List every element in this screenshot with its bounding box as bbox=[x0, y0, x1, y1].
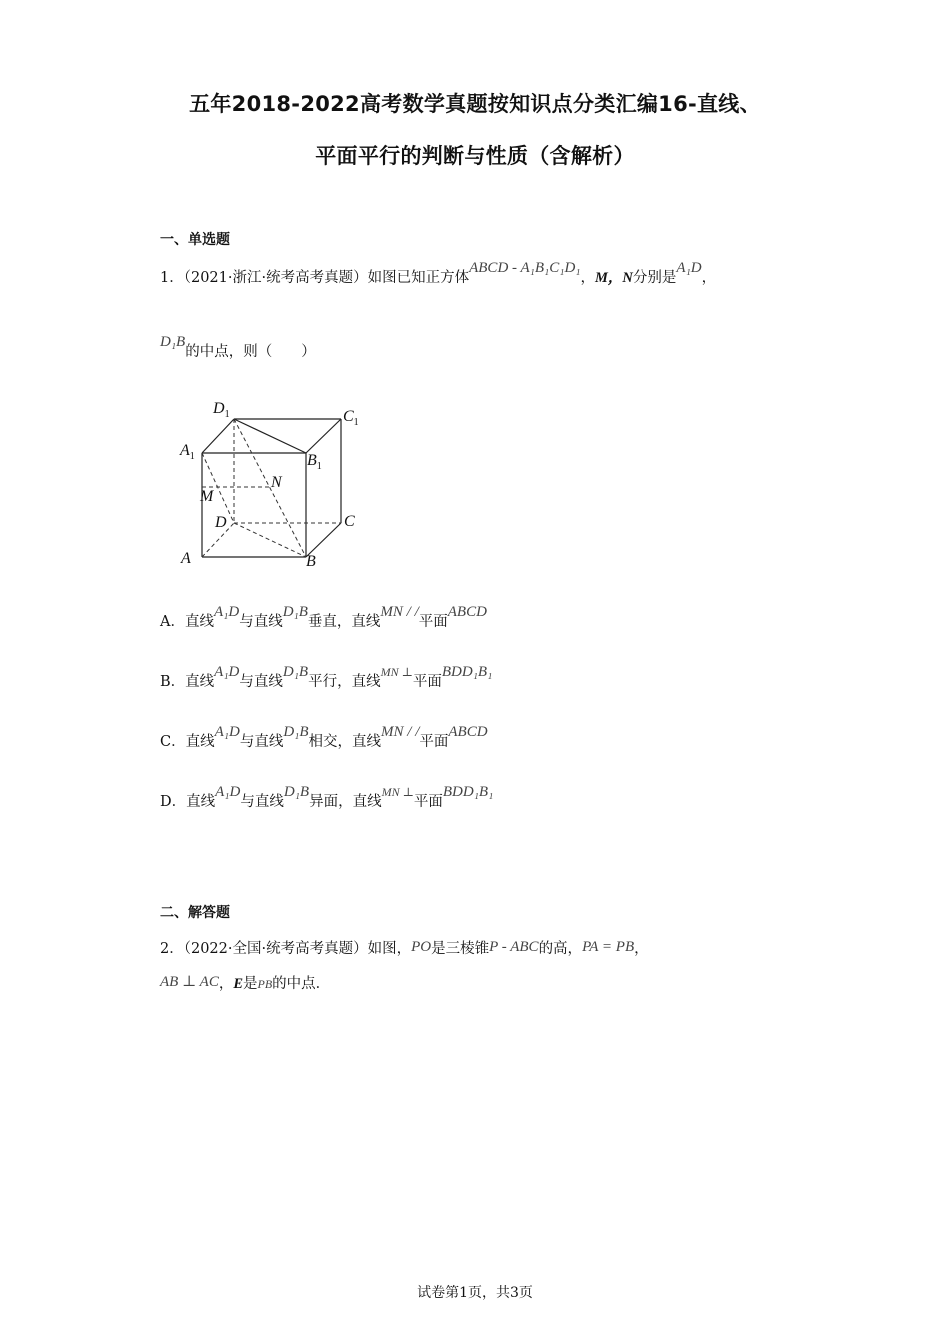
math-po: PO bbox=[411, 939, 432, 955]
math-pyramid: P - ABC bbox=[489, 939, 539, 955]
option-text: 平面 bbox=[418, 614, 448, 630]
option-letter: A． bbox=[160, 614, 185, 630]
math-mn: M，N bbox=[595, 270, 633, 286]
page-footer: 试卷第1页，共3页 bbox=[417, 1285, 533, 1301]
doc-title-line1: 五年2018-2022高考数学真题按知识点分类汇编16-直线、 bbox=[189, 92, 761, 116]
label-m: M bbox=[200, 488, 214, 505]
label-n: N bbox=[271, 474, 282, 491]
math-seg-a1d: A₁D bbox=[676, 260, 702, 276]
question-1-line1 bbox=[160, 260, 717, 287]
question-stem: 的高， bbox=[538, 941, 583, 957]
section-heading-single-choice: 一、单选题 bbox=[160, 232, 230, 248]
doc-title-line2: 平面平行的判断与性质（含解析） bbox=[315, 144, 635, 168]
option-text: 与直线 bbox=[239, 734, 284, 750]
option-text: 直线 bbox=[184, 614, 214, 630]
option-text: 直线 bbox=[185, 734, 215, 750]
math-perp: AB ⊥ AC bbox=[160, 974, 219, 990]
math-plane: ABCD bbox=[448, 724, 488, 740]
math-relation: MN / / bbox=[380, 604, 419, 620]
option-c[interactable] bbox=[160, 724, 488, 751]
question-stem: 是三棱锥 bbox=[431, 941, 490, 957]
question-1-line2 bbox=[160, 334, 316, 361]
question-stem: 如图已知正方体 bbox=[367, 270, 470, 286]
question-2-line2 bbox=[160, 972, 330, 993]
option-text: 平面 bbox=[419, 734, 449, 750]
math-seg: A₁D bbox=[215, 784, 241, 800]
math-e: E bbox=[233, 976, 243, 992]
cube-figure bbox=[175, 395, 375, 575]
question-number: 1． bbox=[160, 270, 184, 286]
math-seg: D₁B bbox=[282, 664, 309, 680]
option-text: 与直线 bbox=[240, 794, 284, 810]
math-seg: A₁D bbox=[214, 664, 240, 680]
label-d1: $D_1$ bbox=[213, 400, 230, 420]
option-text: 与直线 bbox=[239, 614, 283, 630]
math-relation: MN / / bbox=[381, 724, 420, 740]
label-b: B bbox=[306, 553, 316, 570]
math-relation: MN ⊥ bbox=[380, 665, 413, 679]
math-seg: D₁B bbox=[283, 784, 310, 800]
math-seg-d1b: D₁B bbox=[160, 334, 186, 350]
option-text: 垂直，直线 bbox=[307, 614, 381, 630]
math-relation: MN ⊥ bbox=[381, 785, 414, 799]
option-text: 平面 bbox=[412, 674, 442, 690]
math-plane: BDD₁B₁ bbox=[442, 784, 494, 800]
question-source: （2022·全国·统考高考真题） bbox=[183, 941, 368, 957]
punctuation: ， bbox=[580, 270, 596, 286]
question-source: （2021·浙江·统考高考真题） bbox=[183, 270, 368, 286]
math-seg: D₁B bbox=[283, 724, 309, 740]
label-a: A bbox=[181, 550, 191, 567]
option-a[interactable] bbox=[160, 604, 487, 631]
option-letter: B． bbox=[160, 674, 186, 690]
question-stem: 是 bbox=[243, 976, 258, 992]
math-seg: A₁D bbox=[213, 604, 240, 620]
question-stem: 如图， bbox=[367, 941, 412, 957]
option-d[interactable] bbox=[160, 784, 494, 811]
question-number: 2． bbox=[160, 941, 184, 957]
question-stem: 的中点． bbox=[272, 976, 331, 992]
option-b[interactable] bbox=[160, 664, 493, 691]
label-c: C bbox=[344, 513, 355, 530]
option-text: 异面，直线 bbox=[309, 794, 382, 810]
label-a1: $A_1$ bbox=[180, 442, 195, 462]
punctuation: ， bbox=[634, 941, 649, 957]
option-text: 与直线 bbox=[239, 674, 283, 690]
label-d: D bbox=[215, 514, 227, 531]
math-pb: PB bbox=[257, 977, 273, 991]
section-heading-solution: 二、解答题 bbox=[160, 905, 230, 921]
question-stem: 的中点，则（ ） bbox=[185, 344, 316, 360]
math-plane: ABCD bbox=[447, 604, 487, 620]
option-letter: C． bbox=[160, 734, 186, 750]
option-text: 平行，直线 bbox=[308, 674, 381, 690]
label-c1: $C_1$ bbox=[343, 408, 359, 428]
math-plane: BDD₁B₁ bbox=[441, 664, 493, 680]
math-cube-name: ABCD - A₁B₁C₁D₁ bbox=[469, 260, 581, 276]
punctuation: ， bbox=[701, 270, 717, 286]
math-seg: A₁D bbox=[214, 724, 240, 740]
option-text: 直线 bbox=[186, 794, 216, 810]
option-text: 相交，直线 bbox=[308, 734, 382, 750]
question-stem: 分别是 bbox=[632, 270, 677, 286]
math-equation: PA = PB bbox=[582, 939, 635, 955]
option-text: 平面 bbox=[413, 794, 443, 810]
option-text: 直线 bbox=[185, 674, 215, 690]
math-seg: D₁B bbox=[282, 604, 308, 620]
question-2-line1 bbox=[160, 937, 649, 958]
option-letter: D． bbox=[160, 794, 187, 810]
punctuation: ， bbox=[218, 976, 234, 992]
label-b1: $B_1$ bbox=[307, 452, 322, 472]
